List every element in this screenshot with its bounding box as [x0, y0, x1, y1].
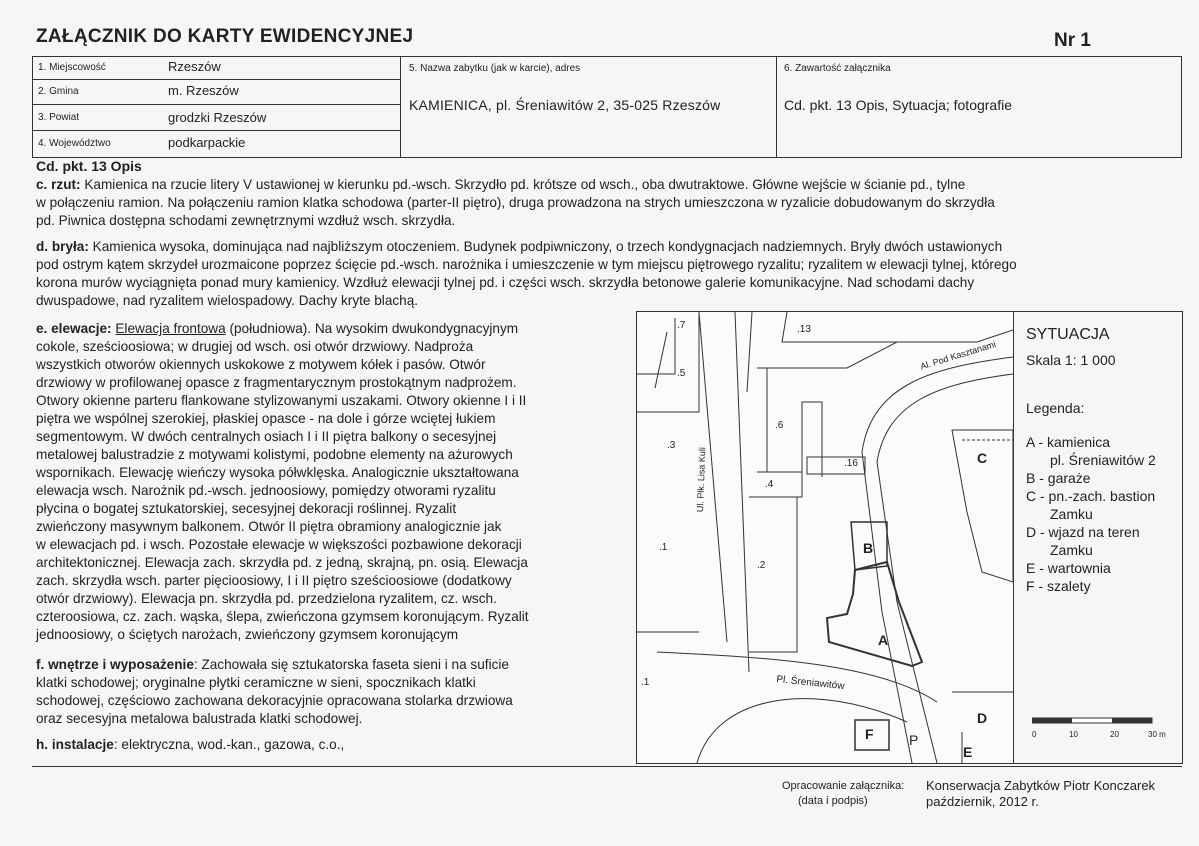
document-title: ZAŁĄCZNIK DO KARTY EWIDENCYJNEJ: [36, 26, 414, 47]
section-f-text-3: oraz secesyjna metalowa balustrada klatki schodowej.: [36, 711, 363, 726]
parcel-label-3: .3: [667, 440, 676, 451]
frame-col-divider-1: [400, 56, 401, 158]
map-drawing: [637, 312, 1013, 763]
section-c-line1: [36, 176, 1186, 194]
section-d-label: d. bryła:: [36, 239, 89, 254]
section-e-underlined: Elewacja frontowa: [115, 321, 226, 336]
legend-panel: [1012, 311, 1183, 764]
square-curve-bottom: [697, 699, 907, 763]
field-value-zawartosc: Cd. pkt. 13 Opis, Sytuacja; fotografie: [784, 97, 1013, 113]
frame-row-line-2: [32, 104, 400, 105]
map-letter-c: C: [977, 450, 988, 466]
frame-left-line: [32, 56, 33, 158]
legend-heading: Legenda:: [1026, 400, 1085, 416]
field-value-wojewodztwo: podkarpackie: [168, 135, 246, 150]
field-label-gmina: 2. Gmina: [38, 86, 79, 97]
legend-item-e: E - wartownia: [1026, 560, 1111, 576]
section-e-text-8: wspornikach. Elewację wieńczy wysoka półwklęska. Analogicznie ukształtowana: [36, 465, 519, 480]
footer-prep-sub: (data i podpis): [798, 795, 868, 807]
scale-tick-20: 20: [1110, 730, 1119, 739]
section-e-text-11: zwieńczony masywnym balkonem. Otwór II piętra obramiony analogicznie jak: [36, 519, 502, 534]
field-label-miejscowosc: 1. Miejscowość: [38, 62, 106, 73]
situation-map: [636, 311, 1014, 764]
parcel-label-7: .7: [677, 320, 686, 331]
road-east-edge-2: [862, 452, 912, 763]
section-c-text-3: pd. Piwnica dostępna schodami zewnętrznymi wzdłuż wsch. skrzydła.: [36, 213, 456, 228]
frame-col-divider-2: [776, 56, 777, 158]
section-d-text-2: pod ostrym kątem skrzydeł urozmaicone poprzez ścięcie pd.-wsch. narożnika i umieszczenie w tym miejscu piętrowego ryzalitu; ryzalitem w elewacji tylnej, którego: [36, 257, 1017, 272]
map-letter-b: B: [863, 540, 874, 556]
description-heading: Cd. pkt. 13 Opis: [36, 158, 142, 174]
section-e-text-5: piętra we wspólnej szerokiej, płaskiej opasce - na dole i górze wciętej łukiem: [36, 411, 496, 426]
building-a-outline: [827, 562, 922, 666]
section-e-text-9: elewacja wsch. Narożnik pd.-wsch. jednoosiowy, pomiędzy otworami ryzalitu: [36, 483, 496, 498]
section-e-text-6: segmentowym. W dwóch centralnych osiach I i II piętra balkony o secesyjnej: [36, 429, 497, 444]
field-label-powiat: 3. Powiat: [38, 112, 80, 123]
scale-tick-10: 10: [1069, 730, 1078, 739]
map-letter-e: E: [963, 744, 973, 760]
parcel-label-13: .13: [797, 324, 811, 335]
field-label-zawartosc: 6. Zawartość załącznika: [784, 63, 891, 74]
street-label-kuli: Ul. Płk. Lisa Kuli: [695, 447, 708, 513]
section-e-text-17: jednoosiowy, o ściętych narożach, zwieńczony gzymsem koronującym: [36, 627, 459, 642]
section-f-text-1: klatki schodowej; oryginalne płytki ceramiczne w sieni, spocznikach klatki: [36, 675, 476, 690]
section-e-text-1: cokole, sześcioosiowa; w drugiej od wsch. osi otwór drzwiowy. Nadproża: [36, 339, 474, 354]
section-e-text-16: czteroosiowa, cz. zach. wąska, ślepa, zwieńczona gzymsem koronującym. Ryzalit: [36, 609, 529, 624]
field-label-wojewodztwo: 4. Województwo: [38, 138, 111, 149]
frame-row-line-3: [32, 130, 400, 131]
legend-item-f: F - szalety: [1026, 578, 1091, 594]
map-line-a: [747, 312, 752, 392]
section-h-line: [36, 736, 608, 754]
field-value-nazwa: KAMIENICA, pl. Śreniawitów 2, 35-025 Rzeszów: [409, 97, 721, 113]
legend-item-d: D - wjazd na teren: [1026, 524, 1140, 540]
section-f-text-2: schodowej, częściowo zachowana dekoracyjnie opracowana stolarka drzwiowa: [36, 693, 513, 708]
map-letter-f: F: [865, 726, 874, 742]
section-c-text-1: Kamienica na rzucie litery V ustawionej w kierunku pd.-wsch. Skrzydło pd. krótsze od wsch., oba dwutraktowe. Główne wejście w ścianie pd., tylne: [84, 177, 966, 192]
parcel-label-4: .4: [765, 479, 774, 490]
frame-top-line: [32, 56, 1182, 57]
street-label-kasztanami: Al. Pod Kasztanami: [919, 339, 998, 372]
section-c-text-2: w połączeniu ramion. Na połączeniu ramion klatka schodowa (parter-II piętro), druga prowadzona na strych umieszczona w ryzalicie dobudowanym do skrzydła: [36, 195, 995, 210]
footer-prep-label: Opracowanie załącznika:: [782, 780, 905, 792]
parcel-4-boundary: [757, 472, 802, 497]
section-e-text-10: płycina o bogatej sztukatorskiej, secesyjnej dekoracji roślinnej. Ryzalit: [36, 501, 457, 516]
legend-item-c-cont: Zamku: [1050, 506, 1093, 522]
scale-tick-0: 0: [1032, 730, 1037, 739]
section-e-text-13: architektonicznej. Elewacja zach. skrzydła pd. z jedną, skrajną, pn. osią. Elewacja: [36, 555, 528, 570]
section-d-text-4: dwuspadowe, nad ryzalitem wielospadowy. Dachy kryte blachą.: [36, 293, 419, 308]
field-value-powiat: grodzki Rzeszów: [168, 110, 267, 125]
section-d-text-3: korona murów wyciągnięta ponad mury kamienicy. Wzdłuż elewacji tylnej pd. i części wsch. skrzydła betonowe galerie komunikacyjne. Nad schodami dachy: [36, 275, 975, 290]
section-e-text-14: zach. skrzydła wsch. parter pięcioosiowy, I i II piętro sześcioosiowe (dodatkowy: [36, 573, 512, 588]
parcel-2-boundary: [749, 497, 797, 652]
section-e-text-3: drzwiowy w profilowanej opasce z fragmentarycznym prostokątnym nadprożem.: [36, 375, 517, 390]
parcel-label-5: .5: [677, 368, 686, 379]
legend-item-c: C - pn.-zach. bastion: [1026, 488, 1156, 504]
section-e-text-0: (południowa). Na wysokim dwukondygnacyjnym: [229, 321, 519, 336]
legend-title: SYTUACJA: [1026, 326, 1110, 343]
road-curve-inner: [877, 374, 1013, 462]
scale-tick-30: 30 m: [1148, 730, 1166, 739]
street-kuli-east-edge: [735, 312, 749, 672]
section-f-line-0: [36, 656, 608, 674]
road-east-edge: [877, 462, 937, 763]
map-letter-p: P: [909, 732, 919, 748]
frame-right-line: [1181, 56, 1182, 158]
parcel-label-6: .6: [775, 420, 784, 431]
section-f-label: f. wnętrze i wyposażenie: [36, 657, 194, 672]
frame-row-line-1: [32, 79, 400, 80]
legend-scale: Skala 1: 1 000: [1026, 352, 1116, 368]
section-e-text-15: otwór drzwiowy). Elewacja pn. skrzydła pd. przedzielona ryzalitem, cz. wsch.: [36, 591, 497, 606]
field-label-nazwa: 5. Nazwa zabytku (jak w karcie), adres: [409, 63, 581, 74]
legend-item-b: B - garaże: [1026, 470, 1091, 486]
parcel-label-2: .2: [757, 560, 766, 571]
parcel-upper-boundary: [757, 342, 897, 368]
section-e-label: e. elewacje:: [36, 321, 112, 336]
legend-item-a: A - kamienica: [1026, 434, 1111, 450]
section-d-line1: [36, 238, 1186, 256]
map-letter-a: A: [878, 632, 889, 648]
section-h-label: h. instalacje: [36, 737, 114, 752]
footer-author: Konserwacja Zabytków Piotr Konczarek: [926, 778, 1156, 793]
frame-bottom-line: [32, 766, 1182, 767]
map-letter-d: D: [977, 710, 988, 726]
parcel-label-16: .16: [844, 458, 858, 469]
section-h-text: : elektryczna, wod.-kan., gazowa, c.o.,: [113, 737, 345, 752]
section-e-line-0: [36, 320, 608, 338]
section-e-text-7: metalowej balustradzie z motywami kolistymi, podobne elementy na ażurowych: [36, 447, 513, 462]
parcel-7-boundary: [637, 318, 675, 374]
section-e-text-2: wszystkich otworów okiennych uskokowe z motywem kółek i pasów. Otwór: [36, 357, 486, 372]
parcel-5-boundary: [637, 312, 699, 412]
section-e-text-12: w elewacjach pd. i wsch. Pozostałe elewacje w większości pozbawione dekoracji: [36, 537, 522, 552]
field-value-miejscowosc: Rzeszów: [168, 59, 221, 74]
frame-form-bottom-line: [32, 157, 1182, 158]
parcel-13-boundary: [782, 312, 1013, 342]
map-marker-line: [655, 332, 667, 388]
scale-bar: [1032, 716, 1172, 728]
section-f-text-0: : Zachowała się sztukatorska faseta sieni i na suficie: [193, 657, 509, 672]
street-label-sreniawitow: Pl. Śreniawitów: [775, 674, 845, 693]
legend-item-a-address: pl. Śreniawitów 2: [1050, 452, 1156, 468]
footer-date: październik, 2012 r.: [926, 794, 1039, 809]
section-e-text-4: Otwory okienne parteru flankowane stylizowanymi uszakami. Otwory okienne I i II: [36, 393, 527, 408]
section-d-text-1: Kamienica wysoka, dominująca nad najbliższym otoczeniem. Budynek podpiwniczony, o trzech kondygnacjach nadziemnych. Bryły dwóch ustawionych: [92, 239, 1003, 254]
parcel-label-1a: .1: [659, 542, 668, 553]
field-value-gmina: m. Rzeszów: [168, 83, 239, 98]
document-number: Nr 1: [1054, 30, 1091, 51]
section-c-label: c. rzut:: [36, 177, 81, 192]
legend-item-d-cont: Zamku: [1050, 542, 1093, 558]
parcel-label-1b: .1: [641, 677, 650, 688]
